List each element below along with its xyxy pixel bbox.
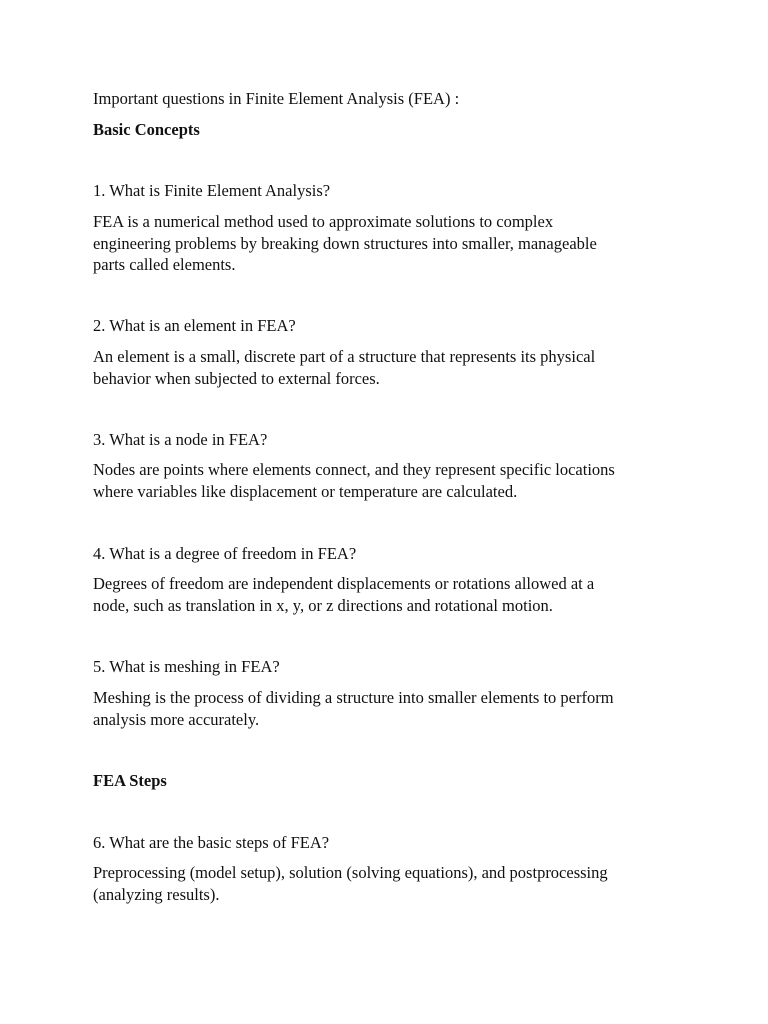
section-heading-basic-concepts: Basic Concepts xyxy=(93,120,200,139)
answer-line: analysis more accurately. xyxy=(93,709,260,729)
question-3: 3. What is a node in FEA? xyxy=(93,430,268,449)
answer-line: An element is a small, discrete part of a structure that represents its physical xyxy=(93,347,596,366)
answer-line: node, such as translation in x, y, or z directions and rotational motion. xyxy=(93,595,553,615)
answer-3 xyxy=(93,459,693,502)
answer-line: behavior when subjected to external forces. xyxy=(93,368,380,388)
answer-1 xyxy=(93,211,693,276)
answer-line: Meshing is the process of dividing a structure into smaller elements to perform xyxy=(93,688,614,707)
answer-5 xyxy=(93,687,693,730)
question-1: 1. What is Finite Element Analysis? xyxy=(93,181,331,200)
question-4: 4. What is a degree of freedom in FEA? xyxy=(93,544,357,563)
question-6: 6. What are the basic steps of FEA? xyxy=(93,833,330,852)
answer-line: FEA is a numerical method used to approximate solutions to complex xyxy=(93,212,554,231)
section-heading-fea-steps: FEA Steps xyxy=(93,771,167,790)
answer-line: where variables like displacement or temperature are calculated. xyxy=(93,481,518,501)
answer-line: Preprocessing (model setup), solution (solving equations), and postprocessing xyxy=(93,863,608,882)
answer-line: Nodes are points where elements connect, and they represent specific locations xyxy=(93,460,615,479)
answer-4 xyxy=(93,573,693,616)
answer-line: engineering problems by breaking down structures into smaller, manageable xyxy=(93,233,597,253)
question-2: 2. What is an element in FEA? xyxy=(93,316,296,335)
answer-6 xyxy=(93,862,693,905)
answer-line: (analyzing results). xyxy=(93,884,220,904)
answer-2 xyxy=(93,346,693,389)
document-title: Important questions in Finite Element Analysis (FEA) : xyxy=(93,89,460,108)
answer-line: Degrees of freedom are independent displacements or rotations allowed at a xyxy=(93,574,595,593)
question-5: 5. What is meshing in FEA? xyxy=(93,657,280,676)
answer-line: parts called elements. xyxy=(93,255,236,274)
